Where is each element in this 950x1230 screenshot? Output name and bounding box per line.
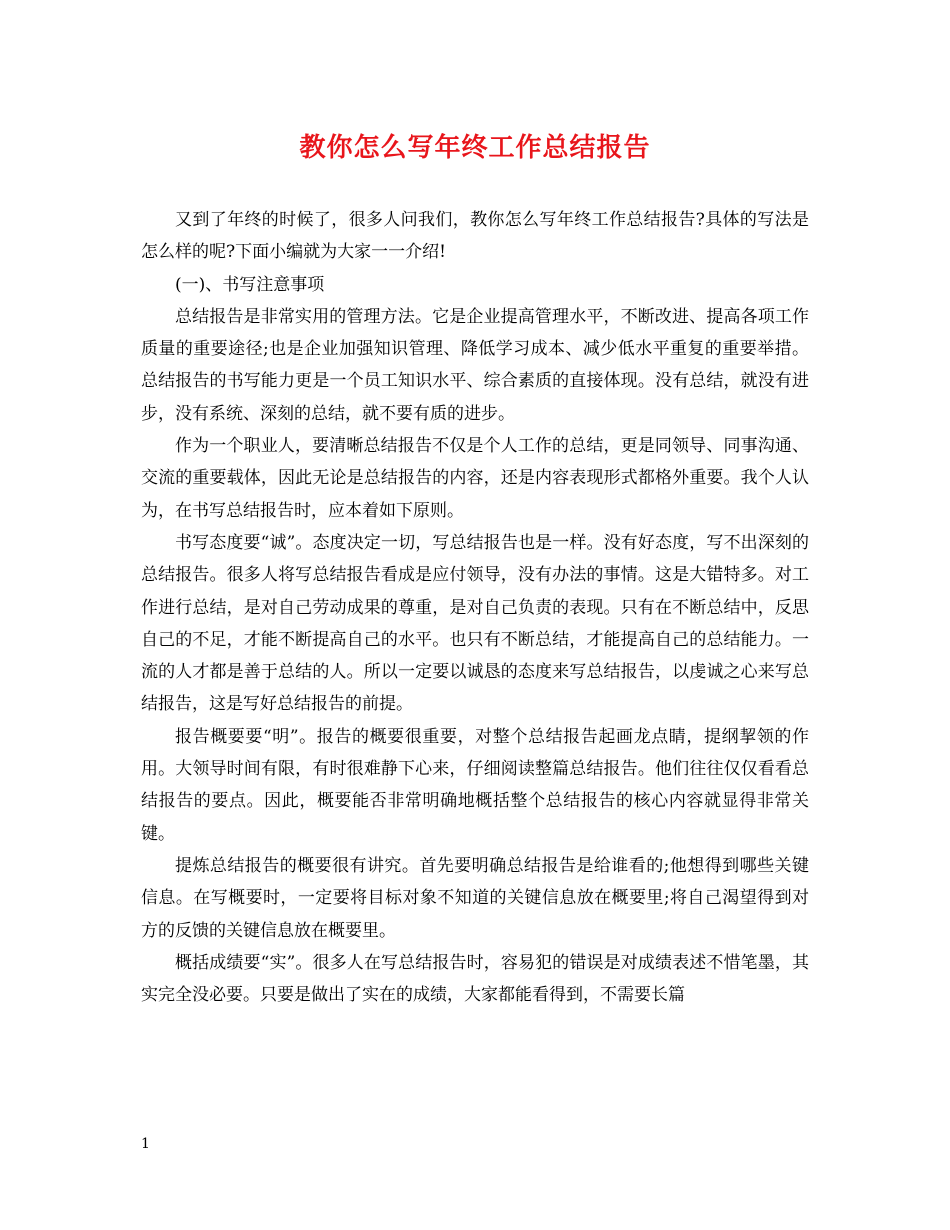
paragraph-intro: 又到了年终的时候了，很多人问我们，教你怎么写年终工作总结报告?具体的写法是怎么样的呢?下面小编就为大家一一介绍! (141, 210, 809, 263)
document-body (141, 204, 809, 1011)
page-number: 1 (141, 1136, 150, 1152)
paragraph: 报告概要要“明”。报告的概要很重要，对整个总结报告起画龙点睛，提纲挈领的作用。大领导时间有限，有时很难静下心来，仔细阅读整篇总结报告。他们往往仅仅看看总结报告的要点。因此，概要能否非常明确地概括整个总结报告的核心内容就显得非常关键。 (141, 726, 809, 844)
document-title: 教你怎么写年终工作总结报告 (299, 133, 651, 163)
paragraph: 提炼总结报告的概要很有讲究。首先要明确总结报告是给谁看的;他想得到哪些关键信息。在写概要时，一定要将目标对象不知道的关键信息放在概要里;将自己渴望得到对方的反馈的关键信息放在概要里。 (141, 855, 809, 941)
section-heading: (一)、书写注意事项 (175, 274, 325, 295)
paragraph: 总结报告是非常实用的管理方法。它是企业提高管理水平，不断改进、提高各项工作质量的重要途径;也是企业加强知识管理、降低学习成本、减少低水平重复的重要举措。总结报告的书写能力更是一个员工知识水平、综合素质的直接体现。没有总结，就没有进步，没有系统、深刻的总结，就不要有质的进步。 (141, 306, 809, 424)
paragraph: 概括成绩要“实”。很多人在写总结报告时，容易犯的错误是对成绩表述不惜笔墨，其实完全没必要。只要是做出了实在的成绩，大家都能看得到，不需要长篇 (141, 952, 809, 1006)
paragraph: 作为一个职业人，要清晰总结报告不仅是个人工作的总结，更是同领导、同事沟通、交流的重要载体，因此无论是总结报告的内容，还是内容表现形式都格外重要。我个人认为，在书写总结报告时，应本着如下原则。 (141, 436, 809, 521)
paragraph: 书写态度要“诚”。态度决定一切，写总结报告也是一样。没有好态度，写不出深刻的总结报告。很多人将写总结报告看成是应付领导，没有办法的事情。这是大错特多。对工作进行总结，是对自己劳动成果的尊重，是对自己负责的表现。只有在不断总结中，反思自己的不足，才能不断提高自己的水平。也只有不断总结，才能提高自己的总结能力。一流的人才都是善于总结的人。所以一定要以诚恳的态度来写总结报告，以虔诚之心来写总结报告，这是写好总结报告的前提。 (141, 532, 809, 715)
